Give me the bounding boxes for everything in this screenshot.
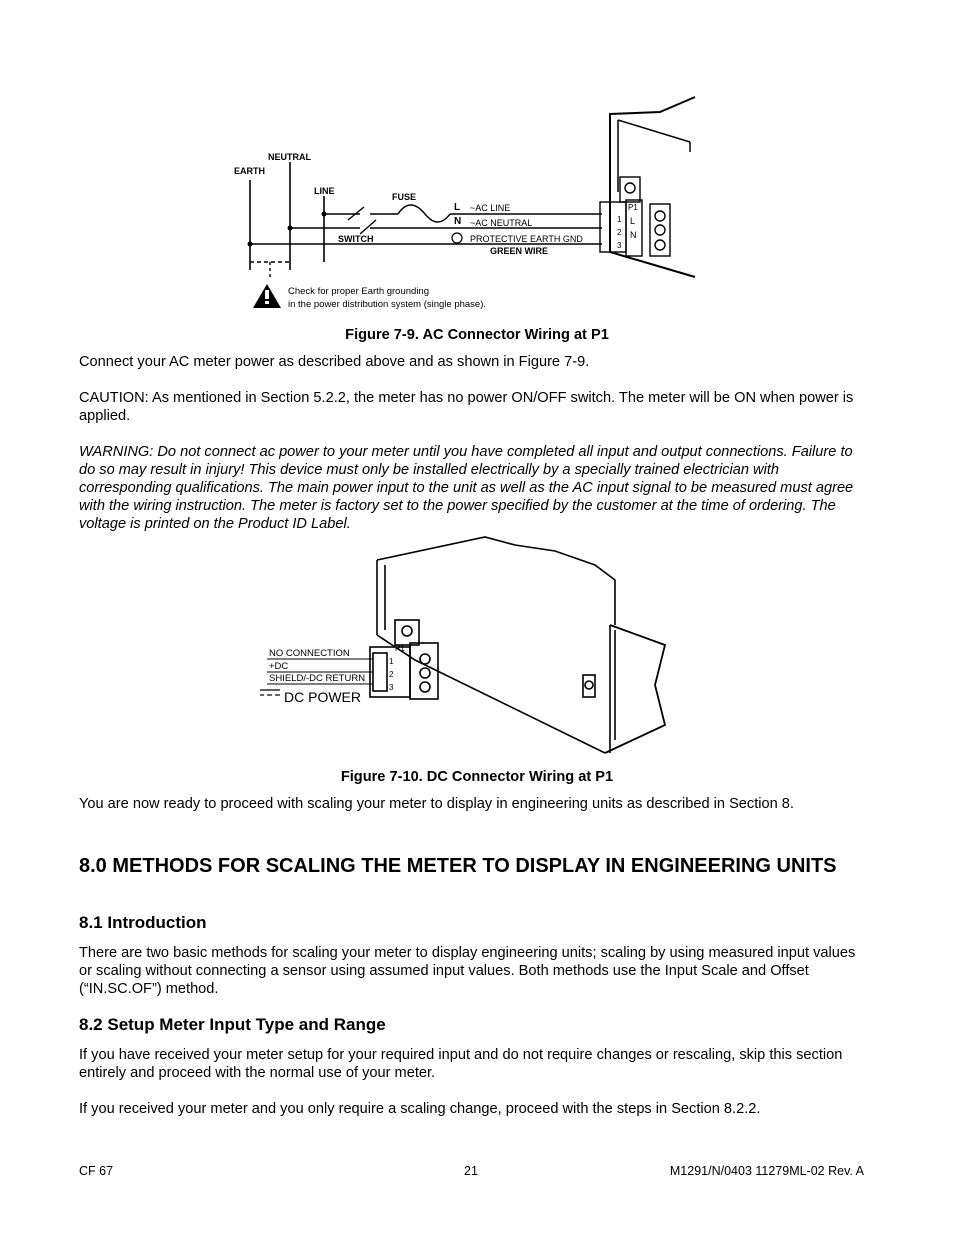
- footer-left: CF 67: [79, 1164, 114, 1178]
- label-term-l: L: [630, 216, 636, 226]
- label-dc-power: DC POWER: [284, 689, 361, 705]
- paragraph-setup-1: If you have received your meter setup for your required input and do not require changes or rescaling, skip this section entirely and proceed with the normal use of your meter.: [79, 1047, 843, 1081]
- label-fuse: FUSE: [392, 192, 417, 202]
- section-8-heading: 8.0 METHODS FOR SCALING THE METER TO DISPLAY IN ENGINEERING UNITS: [79, 855, 837, 877]
- paragraph-intro: There are two basic methods for scaling your meter to display engineering units; scaling by using measured input values or scaling without connecting a sensor using assumed input values. Both methods use the Input Scale and Offset (“IN.SC.OF”) method.: [79, 945, 856, 997]
- section-8-2-heading: 8.2 Setup Meter Input Type and Range: [79, 1015, 386, 1034]
- section-8-1-heading: 8.1 Introduction: [79, 913, 207, 932]
- footer-doc-id: M1291/N/0403 11279ML-02 Rev. A: [669, 1164, 864, 1178]
- label-pin1: 1: [617, 215, 622, 224]
- label-protective-earth: PROTECTIVE EARTH GND: [470, 234, 583, 244]
- label-neutral: NEUTRAL: [268, 152, 311, 162]
- label-dc-p1: P1: [395, 644, 405, 653]
- label-pin3: 3: [617, 241, 622, 250]
- figure-7-9-caption: Figure 7-9. AC Connector Wiring at P1: [345, 327, 609, 343]
- label-no-connection: NO CONNECTION: [269, 648, 350, 659]
- dc-wiring-diagram: [255, 535, 685, 755]
- label-line: LINE: [314, 186, 335, 196]
- paragraph-warning: WARNING: Do not connect ac power to your meter until you have completed all input and output connections. Failure to do so may result in injury! This device must only be installed electrically by a specially trained electrician with corresponding qualifications. The main power input to the unit as well as the AC input signal to be measured must agree with the wiring instruction. The meter is factory set to the power specified by the customer at the time of ordering. The voltage is printed on the Product ID Label.: [79, 444, 854, 532]
- label-p1: P1: [628, 203, 638, 212]
- paragraph-connect: Connect your AC meter power as described above and as shown in Figure 7-9.: [79, 354, 590, 370]
- label-n: N: [454, 216, 462, 227]
- footer-page-number: 21: [464, 1164, 478, 1178]
- label-check-line1: Check for proper Earth grounding: [288, 286, 429, 297]
- label-earth: EARTH: [234, 166, 265, 176]
- paragraph-setup-2: If you received your meter and you only require a scaling change, proceed with the steps in Section 8.2.2.: [79, 1101, 761, 1117]
- label-shield: SHIELD/-DC RETURN: [269, 673, 366, 684]
- label-pin2: 2: [617, 228, 622, 237]
- label-green-wire: GREEN WIRE: [490, 246, 549, 256]
- label-switch: SWITCH: [338, 234, 374, 244]
- ac-wiring-diagram: [220, 92, 700, 317]
- label-dc-pin3: 3: [389, 683, 394, 692]
- paragraph-ready: You are now ready to proceed with scaling your meter to display in engineering units as described in Section 8.: [79, 796, 794, 812]
- label-term-n: N: [630, 230, 637, 240]
- figure-7-10-caption: Figure 7-10. DC Connector Wiring at P1: [340, 769, 614, 785]
- label-ac-line: ~AC LINE: [470, 203, 511, 213]
- paragraph-caution: CAUTION: As mentioned in Section 5.2.2, the meter has no power ON/OFF switch. The meter will be ON when power is applied.: [79, 390, 854, 424]
- label-ac-neutral: ~AC NEUTRAL: [470, 218, 533, 228]
- label-dc-pin1: 1: [389, 657, 394, 666]
- label-l: L: [454, 202, 461, 213]
- label-check-line2: in the power distribution system (single phase).: [288, 299, 487, 310]
- label-dc-pin2: 2: [389, 670, 394, 679]
- label-plus-dc: +DC: [269, 661, 289, 672]
